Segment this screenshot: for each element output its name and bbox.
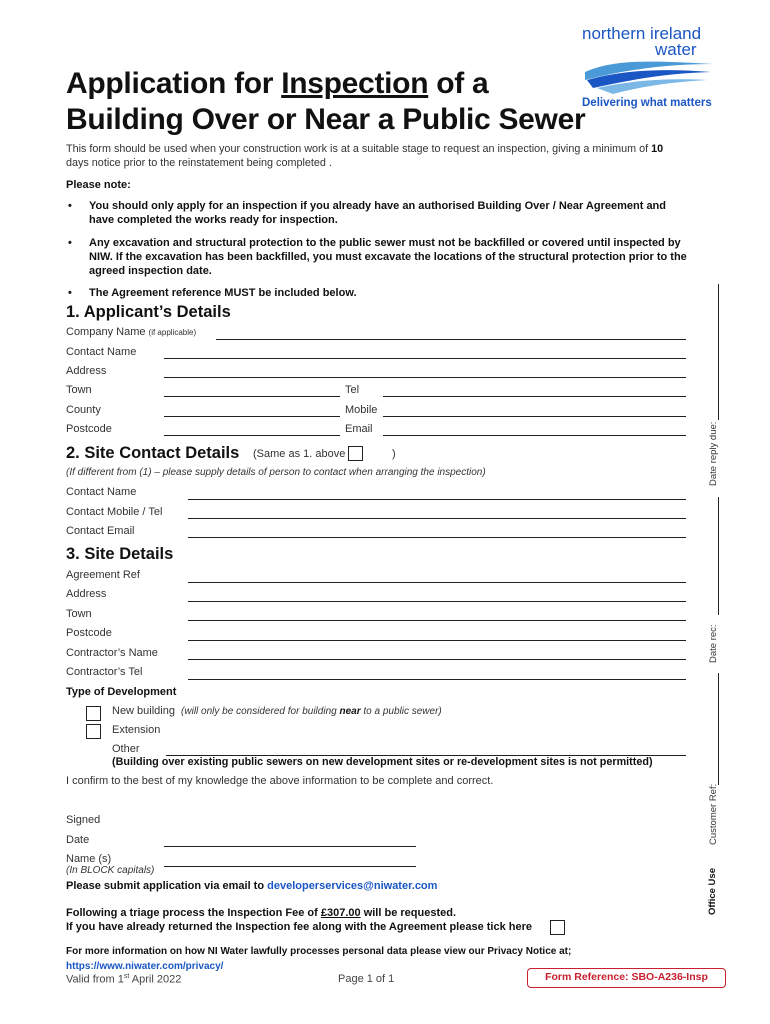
valid-from-date: April 2022: [129, 973, 182, 986]
intro-text: This form should be used when your construction work is at a suitable stage to request an inspection, giving a minimum of: [66, 143, 652, 155]
contractor-tel-label: Contractor’s Tel: [66, 666, 143, 678]
section3-title: 3. Site Details: [66, 545, 174, 563]
new-building-hint-pre: (will only be considered for building: [181, 706, 340, 717]
name-hint: (In BLOCK capitals): [66, 865, 155, 876]
new-building-hint-bold: near: [339, 706, 361, 717]
office-use-line: [718, 673, 719, 785]
bullet-icon: •: [68, 200, 72, 212]
county-label: County: [66, 404, 101, 416]
contact-name-label: Contact Name: [66, 346, 137, 358]
title-post: of a: [428, 67, 489, 100]
company-name-label: [66, 326, 196, 338]
customer-ref-label: Customer Ref:: [708, 783, 719, 845]
mobile-label: Mobile: [345, 404, 378, 416]
fee-line1: [66, 907, 456, 919]
title-pre: Application for: [66, 67, 282, 100]
logo-tagline: Delivering what matters: [582, 97, 712, 109]
new-building-hint-post: to a public sewer): [360, 706, 442, 717]
fee-line2: If you have already returned the Inspection fee along with the Agreement please tick here: [66, 921, 532, 933]
email-field[interactable]: [383, 435, 686, 436]
company-name-field[interactable]: [216, 339, 686, 340]
fee-text-post: will be requested.: [360, 907, 456, 919]
submit-text: Please submit application via email to: [66, 880, 268, 892]
company-name-text: Company Name: [66, 326, 146, 338]
contractor-tel-field[interactable]: [188, 679, 686, 680]
email-label: Email: [345, 423, 373, 435]
site-contact-hint: (If different from (1) – please supply details of person to contact when arranging the inspection): [66, 467, 486, 478]
other-note: (Building over existing public sewers on new development sites or re-development sites is not permitted): [112, 756, 653, 768]
site-town-field[interactable]: [188, 620, 686, 621]
office-use-label: Office Use: [707, 868, 718, 915]
valid-from-text: Valid from 1: [66, 973, 124, 986]
new-building-label: [112, 705, 442, 717]
company-name-hint: (if applicable): [148, 328, 197, 337]
fee-amount: £307.00: [320, 907, 361, 919]
title-underlined: Inspection: [281, 67, 429, 100]
intro-line2: days notice prior to the reinstatement being completed .: [66, 157, 332, 169]
note-text: have completed the works ready for inspection.: [89, 214, 338, 226]
site-address-label: Address: [66, 588, 107, 600]
new-building-text: New building: [112, 705, 175, 717]
privacy-text: For more information on how NI Water lawfully processes personal data please view our Privacy Notice at;: [66, 946, 572, 957]
note-text: The Agreement reference MUST be included below.: [89, 287, 357, 299]
note-text: NIW. If the excavation has been backfilled, you must excavate the locations of the structural protection prior to the: [89, 251, 687, 263]
new-building-checkbox[interactable]: [86, 706, 101, 721]
office-use-line: [718, 284, 719, 420]
intro-days: 10: [651, 143, 664, 155]
date-field[interactable]: [164, 846, 416, 847]
site-postcode-label: Postcode: [66, 627, 112, 639]
contractor-name-label: Contractor’s Name: [66, 647, 158, 659]
agreement-ref-field[interactable]: [188, 582, 686, 583]
fee-text-pre: Following a triage process the Inspection Fee of: [66, 907, 321, 919]
site-contact-email-field[interactable]: [188, 537, 686, 538]
town-label: Town: [66, 384, 92, 396]
same-as-close: ): [392, 448, 396, 460]
office-use-line: [718, 497, 719, 615]
note-text: Any excavation and structural protection to the public sewer must not be backfilled or covered until inspected by: [89, 237, 681, 249]
name-field[interactable]: [164, 866, 416, 867]
extension-checkbox[interactable]: [86, 724, 101, 739]
address-field[interactable]: [164, 377, 686, 378]
site-postcode-field[interactable]: [188, 640, 686, 641]
contact-name-field[interactable]: [164, 358, 686, 359]
site-contact-name-field[interactable]: [188, 499, 686, 500]
date-reply-due-label: Date reply due:: [708, 421, 719, 486]
same-as-text: (Same as 1. above: [253, 448, 346, 460]
wave-logo-icon: [583, 58, 723, 98]
town-field[interactable]: [164, 396, 340, 397]
date-label: Date: [66, 834, 90, 846]
new-building-hint: [181, 706, 442, 717]
logo-line2: water: [655, 40, 697, 59]
section2-title: 2. Site Contact Details: [66, 444, 240, 462]
postcode-label: Postcode: [66, 423, 112, 435]
name-label: Name (s): [66, 853, 112, 865]
submit-email-link[interactable]: developerservices@niwater.com: [267, 880, 438, 892]
section1-title: 1. Applicant’s Details: [66, 303, 231, 321]
site-town-label: Town: [66, 608, 92, 620]
contractor-name-field[interactable]: [188, 659, 686, 660]
valid-from-sup: st: [123, 973, 130, 980]
form-reference-badge: [527, 968, 726, 988]
bullet-icon: •: [68, 237, 72, 249]
privacy-link[interactable]: https://www.niwater.com/privacy/: [66, 961, 224, 972]
valid-from: [66, 973, 181, 986]
page-number: Page 1 of 1: [338, 973, 395, 985]
address-label: Address: [66, 365, 107, 377]
intro-line1: [66, 143, 663, 155]
site-contact-name-label: Contact Name: [66, 486, 137, 498]
fee-returned-checkbox[interactable]: [550, 920, 565, 935]
agreement-ref-label: Agreement Ref: [66, 569, 140, 581]
site-address-field[interactable]: [188, 601, 686, 602]
signed-label: Signed: [66, 814, 101, 826]
same-as-checkbox[interactable]: [348, 446, 363, 461]
type-of-development-heading: Type of Development: [66, 686, 177, 698]
form-reference-text: Form Reference: SBO-A236-Insp: [545, 971, 708, 983]
bullet-icon: •: [68, 287, 72, 299]
extension-label: Extension: [112, 724, 161, 736]
page-title-line2: Building Over or Near a Public Sewer: [66, 103, 586, 136]
site-contact-mobile-field[interactable]: [188, 518, 686, 519]
notes-heading: Please note:: [66, 179, 131, 191]
site-contact-email-label: Contact Email: [66, 525, 135, 537]
date-rec-label: Date rec:: [708, 624, 719, 663]
site-contact-mobile-label: Contact Mobile / Tel: [66, 506, 163, 518]
mobile-field[interactable]: [383, 416, 686, 417]
other-label: Other: [112, 743, 140, 755]
note-text: You should only apply for an inspection if you already have an authorised Building Over / Near Agreement and: [89, 200, 666, 212]
note-text: agreed inspection date.: [89, 265, 212, 277]
tel-field[interactable]: [383, 396, 686, 397]
confirm-statement: I confirm to the best of my knowledge the above information to be complete and correct.: [66, 775, 494, 787]
postcode-field[interactable]: [164, 435, 340, 436]
logo-line1: northern ireland: [582, 24, 702, 43]
county-field[interactable]: [164, 416, 340, 417]
submit-instruction: [66, 880, 437, 892]
page-title: [66, 66, 488, 102]
tel-label: Tel: [345, 384, 360, 396]
